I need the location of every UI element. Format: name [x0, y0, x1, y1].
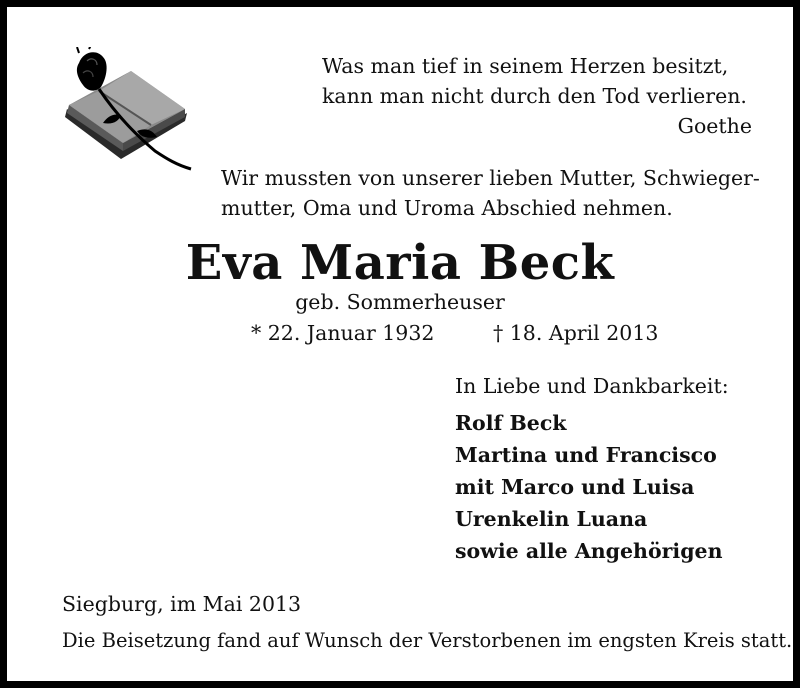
mourners-list [455, 407, 723, 567]
quote-line: Was man tief in seinem Herzen besitzt, [322, 54, 729, 78]
quote-line: kann man nicht durch den Tod verlieren. [322, 84, 747, 108]
birth-date: * 22. Januar 1932 [251, 321, 435, 345]
mourner: Urenkelin Luana [455, 507, 648, 531]
deceased-name: Eva Maria Beck [185, 235, 615, 291]
mourner: Martina und Francisco [455, 443, 717, 467]
rose-on-book-icon [59, 47, 201, 171]
place-date: Siegburg, im Mai 2013 [62, 592, 302, 616]
death-date: † 18. April 2013 [493, 321, 659, 345]
mourner: mit Marco und Luisa [455, 475, 695, 499]
gratitude-line: In Liebe und Dankbarkeit: [455, 374, 729, 398]
intro-text [221, 163, 781, 223]
burial-note: Die Beisetzung fand auf Wunsch der Verstorbenen im engsten Kreis statt. [62, 629, 793, 652]
mourner: sowie alle Angehörigen [455, 539, 723, 563]
mourner: Rolf Beck [455, 411, 567, 435]
intro-line: mutter, Oma und Uroma Abschied nehmen. [221, 196, 673, 220]
maiden-name: geb. Sommerheuser [295, 290, 505, 314]
intro-line: Wir mussten von unserer lieben Mutter, Schwieger- [221, 166, 760, 190]
quote [322, 51, 752, 141]
quote-author: Goethe [677, 114, 752, 138]
